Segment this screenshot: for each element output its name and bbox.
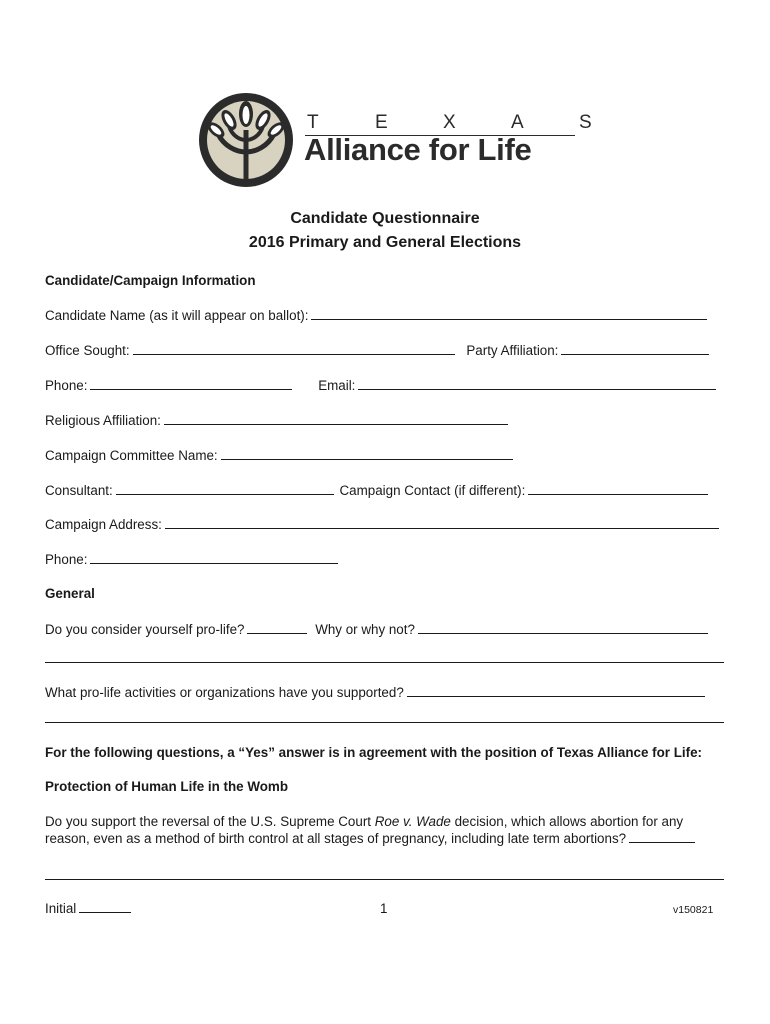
why-answer-field[interactable] [418,632,708,634]
logo-letter: A [511,112,524,133]
roe-question-part2: decision, which allows abortion for any [450,814,684,829]
consultant-row [45,482,708,500]
activities-row [45,684,705,702]
phone2-label: Phone: [45,552,88,567]
campaign-address-label: Campaign Address: [45,517,162,532]
candidate-name-row [45,307,707,325]
logo-letter: X [443,112,456,133]
version-code: v150821 [673,904,714,916]
candidate-name-label: Candidate Name (as it will appear on ballot): [45,308,309,323]
prolife-answer-field[interactable] [247,632,307,634]
page-number: 1 [380,901,388,916]
roe-question-line2-text: reason, even as a method of birth control at all stages of pregnancy, including late term abortions? [45,831,627,846]
section-heading-general: General [45,586,95,601]
office-party-row [45,342,709,360]
party-affiliation-field[interactable] [561,353,709,355]
phone-email-row [45,377,716,395]
activities-question: What pro-life activities or organizations have you supported? [45,685,404,700]
phone2-field[interactable] [90,562,338,564]
roe-question-line1 [45,813,683,831]
phone2-row [45,551,338,569]
religious-affiliation-label: Religious Affiliation: [45,413,161,428]
page-subtitle: 2016 Primary and General Elections [248,234,522,251]
consultant-label: Consultant: [45,483,113,498]
logo-org-name: Alliance for Life [304,132,532,167]
initial-label: Initial [45,901,77,916]
logo-letter: S [579,112,592,133]
why-answer-line[interactable] [45,662,724,663]
tree-emblem-icon [196,90,296,190]
roe-case-name: Roe v. Wade [374,814,451,829]
address-row [45,516,719,534]
section-heading-campaign: Candidate/Campaign Information [45,273,256,288]
committee-name-label: Campaign Committee Name: [45,448,218,463]
roe-question-part1: Do you support the reversal of the U.S. Supreme Court [45,814,375,829]
roe-answer-field[interactable] [629,841,695,843]
logo-letter: T [307,112,319,133]
religious-affiliation-field[interactable] [164,423,508,425]
phone-field[interactable] [90,388,292,390]
email-field[interactable] [358,388,716,390]
committee-row [45,447,513,465]
consultant-field[interactable] [116,493,334,495]
activities-answer-field[interactable] [407,695,705,697]
prolife-row [45,621,708,639]
email-label: Email: [318,378,356,393]
office-sought-field[interactable] [133,353,455,355]
logo [196,90,592,194]
candidate-name-field[interactable] [311,318,707,320]
initial-row [45,900,131,918]
section-heading-womb: Protection of Human Life in the Womb [45,779,289,794]
party-affiliation-label: Party Affiliation: [466,343,559,358]
campaign-contact-field[interactable] [528,493,708,495]
page-title: Candidate Questionnaire [290,210,480,227]
roe-answer-line[interactable] [45,879,724,880]
campaign-address-field[interactable] [165,527,719,529]
roe-question-line2 [45,830,695,848]
why-question: Why or why not? [315,622,415,637]
instructions-text: For the following questions, a “Yes” answer is in agreement with the position of Texas Alliance for Life: [45,745,702,760]
activities-answer-line[interactable] [45,722,724,723]
phone-label: Phone: [45,378,88,393]
logo-state-letters [307,112,647,134]
campaign-contact-label: Campaign Contact (if different): [339,483,526,498]
logo-letter: E [375,112,388,133]
religious-row [45,412,508,430]
initial-field[interactable] [79,911,131,913]
committee-name-field[interactable] [221,458,513,460]
prolife-question: Do you consider yourself pro-life? [45,622,245,637]
office-sought-label: Office Sought: [45,343,130,358]
